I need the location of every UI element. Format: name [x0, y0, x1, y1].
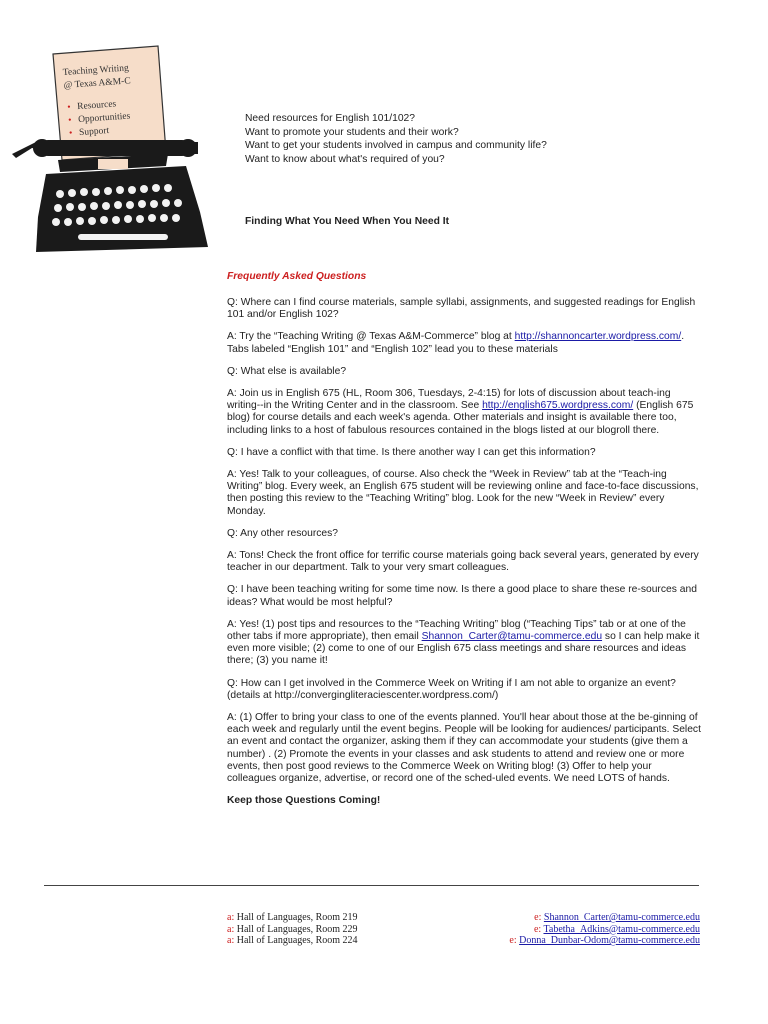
faq-answer: A: Yes! (1) post tips and resources to the “Teaching Writing” blog (“Teaching Tips” tab or at one of the other tabs if more appropriate), then email Shannon_Carter@tamu-commerce.edu so I can help make it even more visible; (2) come to one of our English 675 class meetings and share resources and ideas there; (3) you name it!: [227, 618, 700, 667]
faq-question: Q: Where can I find course materials, sample syllabi, assignments, and suggested readings for English 101 and/or English 102?: [227, 297, 696, 321]
logo-bullet-3: Support: [78, 126, 110, 139]
logo-bullet-1: Resources: [76, 99, 117, 113]
footer-emails: [509, 912, 700, 947]
shannon-email-link[interactable]: Shannon_Carter@tamu-commerce.edu: [421, 631, 603, 643]
intro-line: Want to know about what's required of you?: [245, 153, 445, 165]
intro-line: Want to promote your students and their work?: [245, 126, 459, 138]
section-title: Finding What You Need When You Need It: [245, 216, 450, 227]
faq-question: Q: I have been teaching writing for some time now. Is there a good place to share these re-sources and ideas? What would be most helpful?: [227, 584, 697, 608]
faq-heading: Frequently Asked Questions: [227, 271, 367, 282]
email-line: e: Tabetha_Adkins@tamu-commerce.edu: [533, 923, 700, 935]
faq-question: Q: What else is available?: [227, 365, 347, 377]
email-link[interactable]: Shannon_Carter@tamu-commerce.edu: [543, 912, 700, 923]
email-link[interactable]: Donna_Dunbar-Odom@tamu-commerce.edu: [519, 935, 700, 946]
logo-title-line2: @ Texas A&M-C: [63, 76, 131, 92]
footer-divider: [44, 885, 699, 886]
intro-line: Want to get your students involved in campus and community life?: [245, 140, 547, 151]
address-line: a: Hall of Languages, Room 229: [227, 923, 358, 935]
typewriter-logo: [8, 42, 218, 257]
faq-answer: A: Try the “Teaching Writing @ Texas A&M-Commerce” blog at http://shannoncarter.wordpress.com/. Tabs labeled “English 101” and “English 102” lead you to these materials: [227, 331, 685, 355]
logo-title-line1: Teaching Writing: [62, 63, 130, 79]
address-line: a: Hall of Languages, Room 224: [227, 935, 358, 946]
shannoncarter-blog-link[interactable]: http://shannoncarter.wordpress.com/: [514, 331, 682, 343]
closing-line: Keep those Questions Coming!: [227, 795, 381, 807]
faq-answer: A: Yes! Talk to your colleagues, of course. Also check the “Week in Review” tab at the “Teach-ing Writing” blog. Every week, an English 675 student will be reviewing online and face-to-face discussions, then posting this review to the “Teaching Writing” blog. Look for the new “Week in Review” every Monday.: [227, 469, 699, 517]
email-link[interactable]: Tabetha_Adkins@tamu-commerce.edu: [543, 923, 700, 935]
faq-answer: A: Join us in English 675 (HL, Room 306, Tuesdays, 2-4:15) for lots of discussion about teach-ing writing--in the Writing Center and in the classroom. See http://english675.wordpress.com/ (English 675 blog) for course details and each week's agenda. Other materials and insight is available there too, including links to a host of fabulous resources contained in the blogs listed at our blogroll there.: [227, 388, 694, 436]
faq-question: Q: How can I get involved in the Commerce Week on Writing if I am not able to organize an event? (details at http://convergingliteraciescenter.wordpress.com/): [227, 677, 676, 701]
english675-blog-link[interactable]: http://english675.wordpress.com/: [482, 400, 634, 412]
faq-question: Q: I have a conflict with that time. Is there another way I can get this information?: [227, 446, 596, 458]
faq-answer: A: (1) Offer to bring your class to one of the events planned. You'll hear about those at the be-ginning of each week and regularly until the event begins. People will be looking for audiences/ participants. Select an event and contact the organizer, asking them if they can accommodate your students (give them a number) . (2) Promote the events in your classes and ask students to attend and review one or more events, then post good reviews to the Commerce Week on Writing blog! (3) Offer to help your colleagues organize, advertise, or record one of the sched-uled events. We need LOTS of hands.: [227, 712, 701, 785]
intro-line: Need resources for English 101/102?: [245, 113, 416, 124]
intro-questions: [245, 112, 547, 166]
email-line: e: Shannon_Carter@tamu-commerce.edu: [534, 912, 700, 923]
logo-bullet-2: Opportunities: [77, 111, 131, 126]
svg-text:•: •: [66, 102, 71, 113]
footer-addresses: [227, 912, 358, 947]
email-line: e: Donna_Dunbar-Odom@tamu-commerce.edu: [509, 935, 700, 946]
faq-question: Q: Any other resources?: [227, 527, 339, 539]
faq-list: [227, 297, 703, 818]
faq-answer: A: Tons! Check the front office for terrific course materials going back several years, generated by every teacher in our department. Talk to your very smart colleagues.: [227, 550, 699, 574]
svg-text:•: •: [68, 128, 73, 139]
svg-text:•: •: [67, 115, 72, 126]
address-line: a: Hall of Languages, Room 219: [227, 912, 358, 923]
